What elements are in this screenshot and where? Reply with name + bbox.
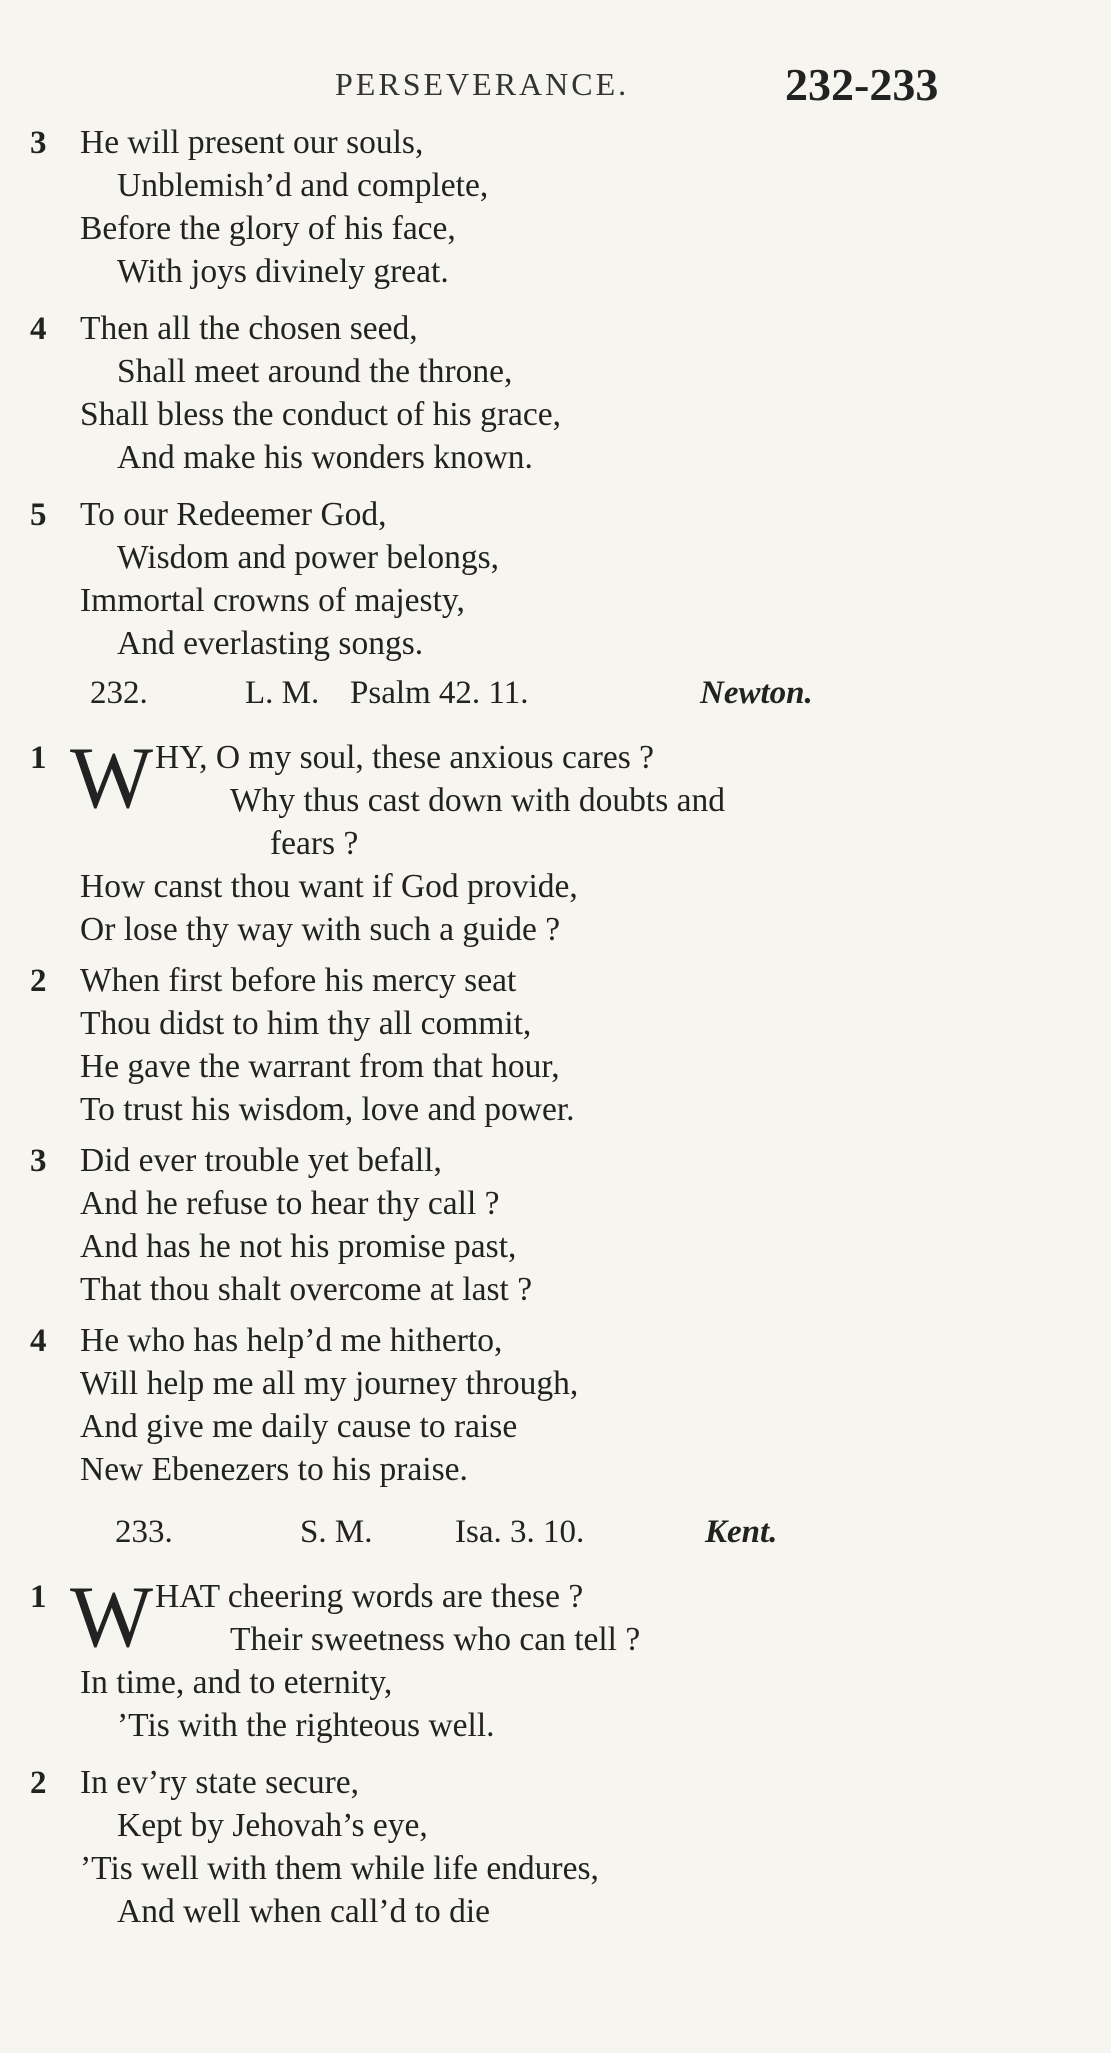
verse-line: HY, O my soul, these anxious cares ? (155, 739, 654, 776)
verse-line: Thou didst to him thy all commit, (80, 1005, 532, 1042)
verse-line: He will present our souls, (80, 124, 424, 161)
drop-cap: W (70, 1569, 154, 1666)
verse-number: 3 (30, 1143, 47, 1179)
verse-line: Before the glory of his face, (80, 210, 456, 247)
verse-line: And well when call’d to die (117, 1893, 491, 1930)
verse-line: In ev’ry state secure, (80, 1764, 360, 1801)
page-range: 232-233 (785, 59, 939, 110)
verse-line: Or lose thy way with such a guide ? (80, 911, 561, 948)
verse-line: Will help me all my journey through, (80, 1365, 579, 1402)
verse-line: fears ? (270, 825, 359, 862)
verse-line: HAT cheering words are these ? (155, 1578, 584, 1615)
verse-line: And give me daily cause to raise (80, 1408, 518, 1445)
verse-number: 4 (30, 1323, 47, 1359)
verse-line: He who has help’d me hitherto, (80, 1322, 503, 1359)
verse-line: To our Redeemer God, (80, 496, 387, 533)
verse-line: Wisdom and power belongs, (117, 539, 499, 576)
verse-line: Did ever trouble yet befall, (80, 1142, 442, 1179)
verse-line: Shall meet around the throne, (117, 353, 513, 390)
verse-line: Kept by Jehovah’s eye, (117, 1807, 428, 1844)
verse-line: He gave the warrant from that hour, (80, 1048, 560, 1085)
verse-number: 4 (30, 311, 47, 347)
running-title: PERSEVERANCE. (335, 66, 630, 102)
hymn-meter: L. M. (245, 675, 320, 711)
verse-line: New Ebenezers to his praise. (80, 1451, 468, 1488)
verse-line: That thou shalt overcome at last ? (80, 1271, 533, 1308)
verse-line: ’Tis well with them while life endures, (80, 1850, 599, 1887)
verse-line: Immortal crowns of majesty, (80, 582, 465, 619)
verse-line: And he refuse to hear thy call ? (80, 1185, 500, 1222)
hymn-number: 232. (90, 675, 148, 711)
page-header (0, 58, 1111, 108)
hymn-meter: S. M. (300, 1514, 373, 1550)
verse-line: To trust his wisdom, love and power. (80, 1091, 575, 1128)
hymn-number: 233. (115, 1514, 173, 1550)
verse-number: 2 (30, 1765, 47, 1801)
verse-line: When first before his mercy seat (80, 962, 517, 999)
verse-line: Their sweetness who can tell ? (230, 1621, 641, 1658)
verse-number: 1 (30, 740, 47, 776)
verse-line: In time, and to eternity, (80, 1664, 393, 1701)
hymn-author: Newton. (700, 675, 813, 711)
drop-cap: W (70, 730, 154, 827)
hymn-scripture: Isa. 3. 10. (455, 1514, 585, 1550)
verse-line: How canst thou want if God provide, (80, 868, 578, 905)
verse-line: Then all the chosen seed, (80, 310, 418, 347)
verse-line: With joys divinely great. (117, 253, 449, 290)
verse-line: Unblemish’d and complete, (117, 167, 489, 204)
verse-line: And everlasting songs. (117, 625, 424, 662)
verse-line: And make his wonders known. (117, 439, 533, 476)
verse-line: ’Tis with the righteous well. (117, 1707, 495, 1744)
verse-number: 1 (30, 1579, 47, 1615)
hymn-author: Kent. (705, 1514, 778, 1550)
verse-number: 2 (30, 963, 47, 999)
verse-line: And has he not his promise past, (80, 1228, 517, 1265)
verse-line: Why thus cast down with doubts and (230, 782, 726, 819)
verse-line: Shall bless the conduct of his grace, (80, 396, 561, 433)
hymn-scripture: Psalm 42. 11. (350, 675, 529, 711)
verse-number: 3 (30, 125, 47, 161)
verse-number: 5 (30, 497, 47, 533)
